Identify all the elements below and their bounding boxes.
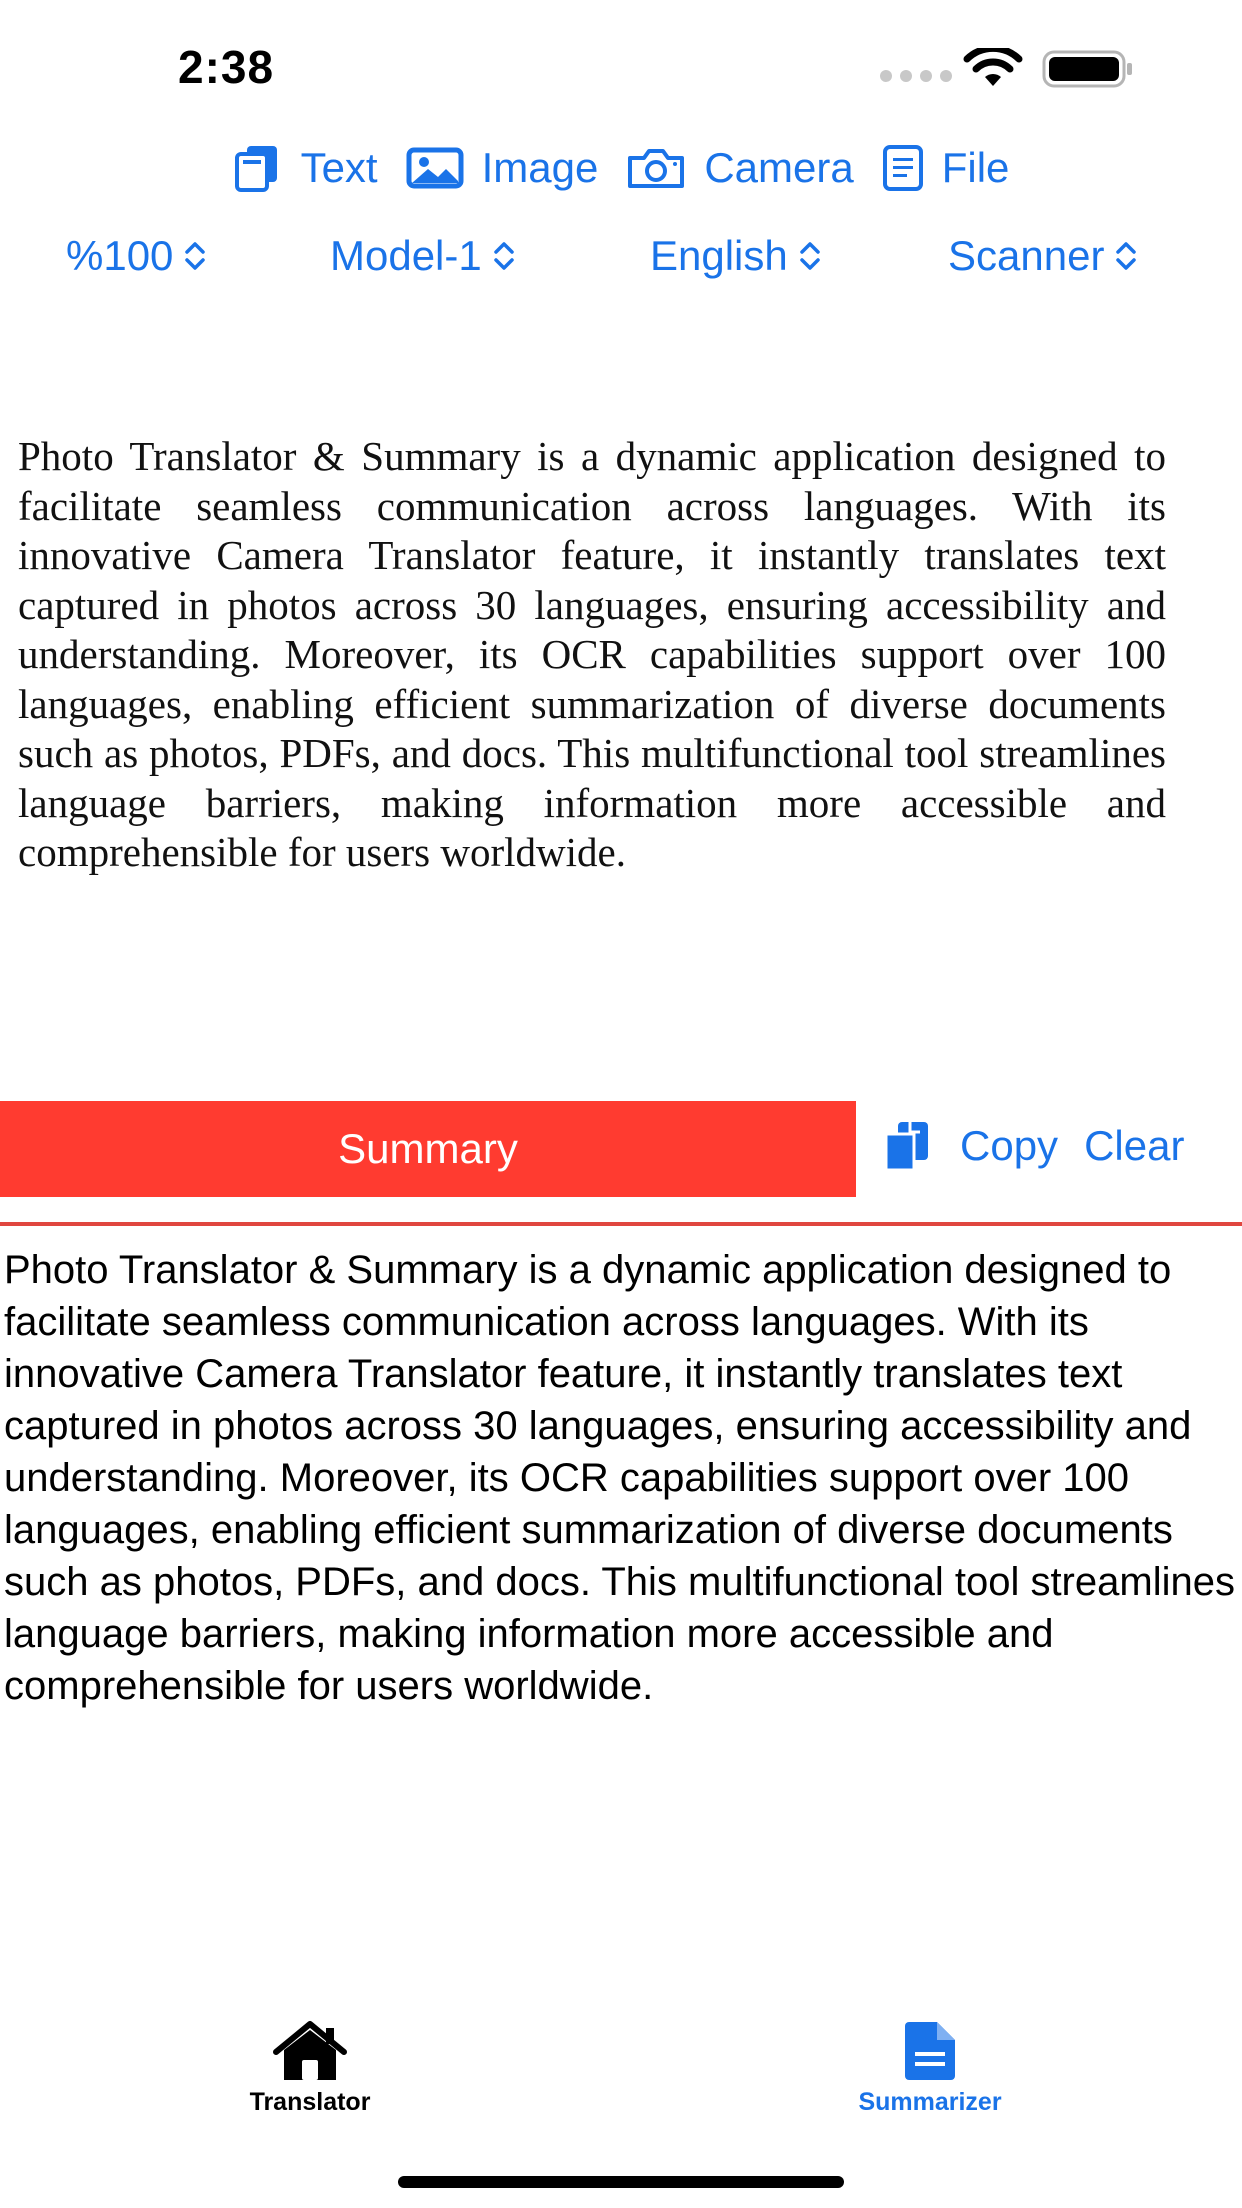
copy-docs-icon	[233, 143, 283, 193]
chevron-up-down-icon	[492, 239, 516, 273]
text-source-label: Text	[300, 144, 378, 191]
tab-summarizer-label: Summarizer	[858, 2088, 1002, 2116]
camera-source-button[interactable]	[626, 144, 853, 192]
summary-button[interactable]: Summary	[0, 1101, 856, 1197]
zoom-value: %100	[66, 232, 174, 279]
mode-value: Scanner	[948, 232, 1105, 279]
clear-button[interactable]: Clear	[1084, 1122, 1185, 1169]
scanned-text-image: Photo Translator & Summary is a dynamic application designed to facilitate seamless communication across languages. With its innovative Camera Translator feature, it instantly translates text captured in photos across 30 languages, ensuring accessibility and understanding. Moreover, its OCR capabilities support over 100 languages, enabling efficient summarization of diverse documents such as photos, PDFs, and docs. This multifunctional tool streamlines language barriers, making information more accessible and comprehensible for users worldwide.	[18, 433, 1166, 875]
image-source-label: Image	[481, 144, 599, 191]
summary-output[interactable]: Photo Translator & Summary is a dynamic application designed to facilitate seamless communication across languages. With its innovative Camera Translator feature, it instantly translates text captured in photos across 30 languages, ensuring accessibility and understanding. Moreover, its OCR capabilities support over 100 languages, enabling efficient summarization of diverse documents such as photos, PDFs, and docs. This multifunctional tool streamlines language barriers, making information more accessible and comprehensible for users worldwide.	[4, 1248, 1235, 1708]
action-group	[882, 1120, 1184, 1172]
model-select[interactable]	[330, 232, 516, 280]
text-source-button[interactable]	[233, 143, 378, 193]
zoom-select[interactable]	[66, 232, 207, 280]
camera-icon	[626, 146, 686, 190]
status-bar	[0, 0, 1242, 130]
status-time: 2:38	[178, 41, 275, 93]
copy-button[interactable]	[882, 1120, 1058, 1172]
divider	[0, 1222, 1242, 1226]
tab-summarizer[interactable]	[830, 2020, 1030, 2117]
tab-translator-label: Translator	[249, 2088, 371, 2116]
image-source-button[interactable]	[406, 144, 599, 192]
model-value: Model-1	[330, 232, 482, 279]
document-icon	[901, 2020, 959, 2082]
options-bar	[0, 232, 1242, 292]
chevron-up-down-icon	[1114, 239, 1138, 273]
home-indicator[interactable]	[398, 2176, 844, 2188]
chevron-up-down-icon	[183, 239, 207, 273]
tab-bar	[0, 2020, 1242, 2130]
photo-icon	[406, 147, 464, 189]
mode-select[interactable]	[948, 232, 1138, 280]
battery-icon	[1042, 50, 1134, 88]
document-icon	[882, 144, 924, 192]
cellular-signal-icon	[880, 70, 952, 82]
file-source-label: File	[941, 144, 1010, 191]
tab-translator[interactable]	[210, 2020, 410, 2117]
wifi-icon	[962, 48, 1024, 88]
copy-label: Copy	[960, 1122, 1059, 1169]
file-source-button[interactable]	[882, 144, 1010, 192]
chevron-up-down-icon	[798, 239, 822, 273]
language-select[interactable]	[650, 232, 822, 280]
copy-docs-icon	[882, 1120, 934, 1172]
camera-source-label: Camera	[704, 144, 854, 191]
house-icon	[270, 2020, 350, 2082]
language-value: English	[650, 232, 788, 279]
source-bar	[0, 140, 1242, 196]
